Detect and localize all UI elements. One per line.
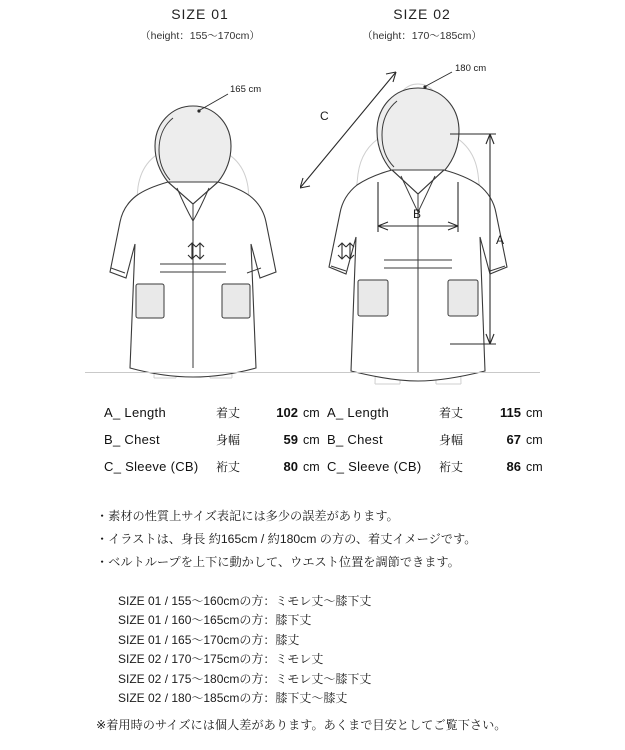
size-guidance-item: SIZE 01 / 155〜160cmの方：ミモレ丈〜膝下丈 (118, 594, 372, 608)
hood-01 (155, 106, 231, 182)
measurement-table-size-02 (327, 404, 543, 485)
measure-unit: cm (303, 460, 320, 474)
hood-02 (377, 88, 459, 170)
measure-unit: cm (303, 406, 320, 420)
measurement-row (327, 404, 543, 431)
size-01-title: SIZE 01 (171, 6, 229, 22)
size-02-title: SIZE 02 (393, 6, 451, 22)
size-guidance-item: SIZE 02 / 180〜185cmの方：膝下丈〜膝丈 (118, 691, 348, 706)
measure-unit: cm (526, 433, 543, 447)
note-item: ・ベルトループを上下に動かして、ウエスト位置を調節できます。 (96, 555, 460, 569)
measure-unit: cm (303, 433, 320, 447)
size-01-height-range: （height：155〜170cm） (140, 30, 260, 42)
size-guidance-item: SIZE 01 / 165〜170cmの方：膝丈 (118, 632, 300, 647)
column-header-size-01 (90, 6, 310, 43)
measure-value: 102 (276, 405, 298, 420)
measure-jp: 裄丈 (216, 460, 241, 474)
size-guidance-item: SIZE 02 / 170〜175cmの方：ミモレ丈 (118, 652, 324, 667)
size-guidance-item: SIZE 01 / 160〜165cmの方：膝下丈 (118, 613, 312, 628)
measurement-row (327, 458, 543, 485)
illustration-size-01 (78, 48, 308, 398)
measure-code: C_ Sleeve (CB) (104, 459, 199, 474)
dimension-letter-b: B (413, 207, 422, 221)
pocket-right-02 (448, 280, 478, 316)
callout-label-02: 180 cm (455, 63, 487, 74)
measure-code: A_ Length (327, 405, 389, 420)
measurement-table-size-01 (104, 404, 320, 485)
measure-code: C_ Sleeve (CB) (327, 459, 422, 474)
footnote: ※着用時のサイズには個人差があります。あくまで目安としてご覧下さい。 (96, 718, 507, 732)
measure-jp: 着丈 (216, 406, 241, 420)
section-divider (85, 372, 540, 373)
measure-value: 115 (500, 405, 521, 420)
measure-jp: 身幅 (216, 433, 241, 447)
measurement-row (104, 431, 320, 458)
measure-value: 80 (283, 459, 298, 474)
measure-unit: cm (526, 406, 543, 420)
size-guidance-item: SIZE 02 / 175〜180cmの方：ミモレ丈〜膝下丈 (118, 671, 372, 686)
pocket-left-02 (358, 280, 388, 316)
measurement-row (327, 431, 543, 458)
measure-value: 59 (283, 432, 298, 447)
measure-code: B_ Chest (104, 432, 160, 447)
pocket-right-01 (222, 284, 250, 318)
size-02-height-range: （height：170〜185cm） (362, 30, 482, 42)
dimension-letter-c: C (320, 109, 329, 123)
measure-jp: 裄丈 (439, 460, 464, 474)
note-item: ・イラストは、身長 約165cm / 約180cm の方の、着丈イメージです。 (96, 532, 477, 546)
callout-label-01: 165 cm (230, 84, 262, 95)
size-guidance-list (118, 592, 371, 708)
measurement-row (104, 458, 320, 485)
notes-list (96, 505, 476, 574)
measure-jp: 身幅 (439, 433, 464, 447)
measure-value: 67 (506, 432, 521, 447)
dimension-letter-a: A (496, 233, 505, 247)
measure-value: 86 (506, 459, 521, 474)
measurement-row (104, 404, 320, 431)
measure-code: A_ Length (104, 405, 166, 420)
measure-code: B_ Chest (327, 432, 383, 447)
measure-jp: 着丈 (439, 406, 464, 420)
note-item: ・素材の性質上サイズ表記には多少の誤差があります。 (96, 509, 399, 523)
pocket-left-01 (136, 284, 164, 318)
column-header-size-02 (312, 6, 532, 43)
measure-unit: cm (526, 460, 543, 474)
illustration-size-02 (300, 48, 550, 398)
callout-180cm (423, 63, 486, 89)
